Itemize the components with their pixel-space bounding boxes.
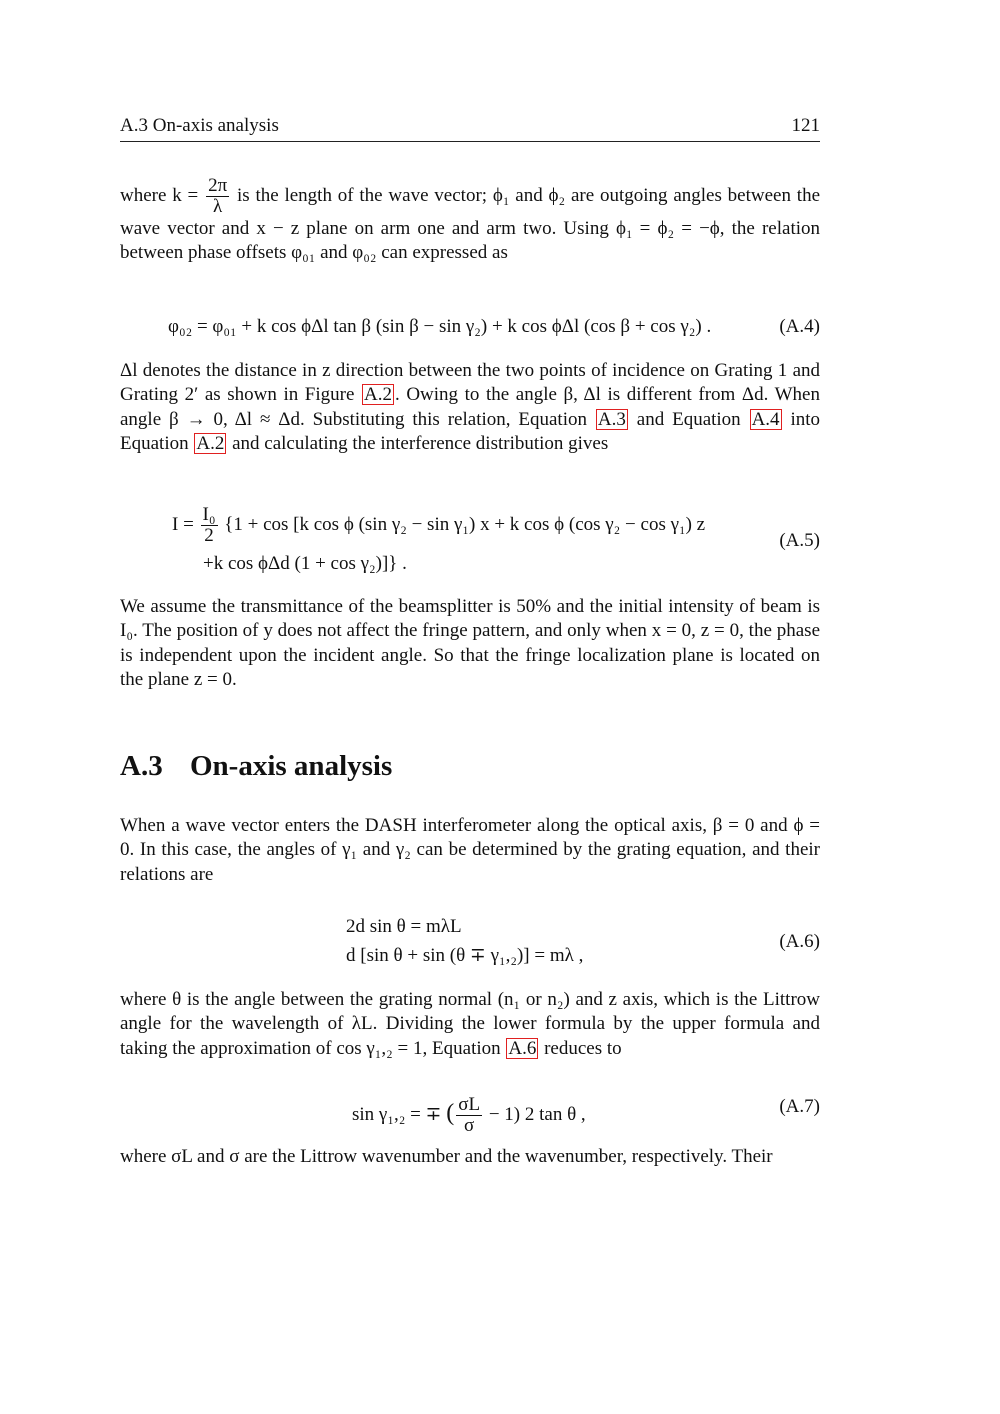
figure-ref-a2[interactable]: A.2 — [364, 384, 392, 406]
para5-text-2: reduces to — [539, 1037, 622, 1059]
section-heading — [120, 748, 392, 784]
para2-text-2: . Owing to the angle β, Δl is different from Δd. When angle β → 0, Δl ≈ Δd. Substituting this relation, Equation — [120, 384, 820, 430]
eq-a7-post: − 1) 2 tan θ , — [488, 1103, 586, 1125]
equation-a4: φ₀₂ = φ₀₁ + k cos ϕΔl tan β (sin β − sin γ₂) + k cos ϕΔl (cos β + cos γ₂) . — [168, 316, 712, 337]
equation-number-a4: (A.4) — [779, 316, 820, 337]
running-header — [120, 113, 820, 142]
section-title: On-axis analysis — [190, 750, 393, 782]
eq-a7-open-paren: ( — [446, 1099, 455, 1126]
para5-text-1: where θ is the angle between the grating normal (n₁ or n₂) and z axis, which is the Littrow angle for the wavelength of λL. Dividing the lower formula by the upper formula and taking the approximation of cos γ₁,₂ = 1, Equation — [120, 989, 820, 1059]
para2-text-1: Δl denotes the distance in z direction between the two points of incidence on Grating 1 and Grating 2′ as shown in Figure — [120, 360, 820, 406]
equation-a5-line1 — [172, 505, 705, 546]
equation-number-a6: (A.6) — [779, 931, 820, 952]
paragraph-dash-interferometer: When a wave vector enters the DASH interferometer along the optical axis, β = 0 and ϕ = 0. In this case, the angles of γ₁ and γ₂ can be determined by the grating equation, and their relations are — [120, 815, 820, 885]
fraction-numerator: I₀ — [202, 504, 216, 525]
fraction-i0-over-2 — [201, 505, 218, 546]
paragraph-wave-vector — [120, 176, 820, 265]
fraction-sigma-l-over-sigma — [456, 1095, 482, 1136]
paragraph-littrow-angle — [120, 988, 820, 1061]
eq-a5-line1-rest: {1 + cos [k cos ϕ (sin γ₂ − sin γ₁) x + k cos ϕ (cos γ₂ − cos γ₁) z — [224, 513, 706, 535]
equation-ref-a6[interactable]: A.6 — [508, 1037, 537, 1059]
para1-pre: where k = — [120, 184, 199, 206]
paragraph-delta-l — [120, 359, 820, 456]
para2-text-5: and calculating the interference distribution gives — [227, 432, 609, 454]
para1-post: is the length of the wave vector; ϕ₁ and ϕ₂ are outgoing angles between the wave vector and x − z plane on arm one and arm two. Using ϕ₁ = ϕ₂ = −ϕ, the relation between phase offsets φ₀₁ and φ₀₂ can expressed as — [120, 184, 820, 264]
fraction-denominator: λ — [213, 195, 223, 217]
paragraph-transmittance: We assume the transmittance of the beamsplitter is 50% and the initial intensity of beam is I₀. The position of y does not affect the fringe pattern, and only when x = 0, z = 0, the phase is independent upon the incident angle. So that the fringe localization plane is located on the plane z = 0. — [120, 596, 820, 690]
equation-ref-a2[interactable]: A.2 — [196, 432, 225, 454]
para2-text-4: into Equation — [120, 408, 821, 454]
fraction-numerator: 2π — [208, 175, 228, 196]
equation-ref-a3[interactable]: A.3 — [597, 408, 626, 430]
eq-a5-lhs: I = — [172, 513, 194, 535]
fraction-denominator: σ — [464, 1114, 475, 1136]
fraction-denominator: 2 — [204, 524, 214, 546]
para2-text-3: and Equation — [628, 408, 749, 430]
equation-a5-line2: +k cos ϕΔd (1 + cos γ₂)]} . — [203, 553, 407, 574]
paragraph-wavenumber: where σL and σ are the Littrow wavenumber and the wavenumber, respectively. Their — [120, 1146, 773, 1167]
fraction-numerator: σL — [458, 1094, 481, 1115]
equation-number-a7: (A.7) — [779, 1096, 820, 1117]
equation-ref-a4[interactable]: A.4 — [751, 408, 780, 430]
equation-a6-line2: d [sin θ + sin (θ ∓ γ₁,₂)] = mλ , — [346, 945, 584, 966]
equation-number-a5: (A.5) — [779, 530, 820, 551]
fraction-2pi-over-lambda — [206, 176, 229, 217]
page-number: 121 — [791, 115, 820, 136]
section-number: A.3 — [120, 750, 163, 782]
header-section-title: A.3 On-axis analysis — [120, 115, 279, 136]
equation-a6-line1: 2d sin θ = mλL — [346, 916, 462, 937]
eq-a7-pre: sin γ₁,₂ = ∓ — [352, 1103, 442, 1125]
equation-a7 — [352, 1095, 586, 1136]
